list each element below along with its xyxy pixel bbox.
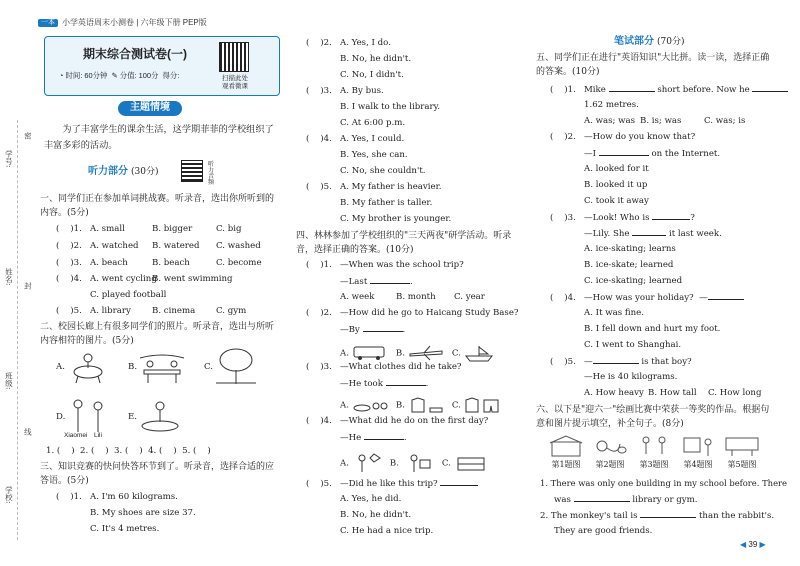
- q6-caption-5: 第5题图: [727, 460, 757, 469]
- writing-heading: [614, 36, 684, 49]
- q4-item-5-b: B. No, he didn't.: [340, 510, 412, 520]
- q6-s2a: 2. The monkey's tail is than the rabbit's.: [540, 511, 775, 521]
- page-number-nav: [740, 540, 766, 550]
- listening-score: (30分): [131, 166, 159, 177]
- q4-item-4: ( )4. —What did he do on the first day?: [306, 416, 489, 426]
- q6-caption-3: 第3题图: [639, 460, 669, 469]
- q5-item-2: ( )2. —How do you know that?: [550, 132, 696, 142]
- side-label-class: 班级:: [4, 372, 14, 390]
- q2-label-a: A.: [56, 362, 65, 372]
- q6-caption-4: 第4题图: [683, 460, 713, 469]
- party-picture: [138, 350, 186, 384]
- q5-item-3-c: C. ice-skating; learned: [584, 276, 683, 286]
- q5-item-2-bb: B. looked it up: [584, 180, 648, 190]
- test-got: 得分:: [162, 71, 180, 80]
- q4-item-5-c: C. He had a nice trip.: [340, 526, 434, 536]
- q2-name-1: Xiaomei: [64, 432, 88, 439]
- qr-note-1: 扫描此处: [222, 75, 248, 82]
- pencil-icon: ✎: [111, 71, 118, 80]
- header-logo: 一本: [38, 19, 58, 28]
- q2-label-c: C.: [204, 362, 214, 372]
- q4-item-1: ( )1. —When was the school trip?: [306, 260, 464, 270]
- horse-riding-picture: [66, 352, 110, 384]
- triangle-left-icon: ◀: [740, 540, 747, 549]
- q4-item-1-opts: A. week B. month C. year: [340, 292, 485, 302]
- listening-heading: [88, 166, 158, 179]
- listening-title: 听力部分: [88, 166, 128, 177]
- clock-icon: ◔: [59, 71, 64, 80]
- q6-s2c: They are good friends.: [554, 526, 653, 536]
- q1-item-3: ( )3. A. beach B. beach C. become: [56, 258, 262, 268]
- listening-qr-text: 听力音频: [208, 162, 215, 186]
- shirt-shorts-icon: [464, 396, 500, 414]
- q5-item-1: ( )1. Mike short before. Now he: [550, 84, 788, 96]
- q3-item-1-c: C. It's 4 metres.: [90, 524, 160, 534]
- q2-name-2: Lili: [94, 432, 102, 439]
- q5-item-3: ( )3. —Look! Who is ?: [550, 213, 695, 223]
- drawing-picture: [678, 434, 718, 458]
- q4-item-5-a: A. Yes, he did.: [340, 494, 402, 504]
- side-label-number: 学号:: [4, 150, 14, 168]
- writing-title: 笔试部分: [614, 36, 654, 47]
- page-number: 39: [748, 540, 758, 549]
- header-text: 小学英语周末小测卷 | 六年级下册 PEP版: [62, 18, 207, 27]
- q2-label-e: E.: [128, 412, 138, 422]
- q1-item-2: ( )2. A. watched B. watered C. washed: [56, 241, 261, 251]
- q3-item-1: ( )1. A. I'm 60 kilograms.: [56, 492, 178, 502]
- q6-pictures: [546, 434, 762, 458]
- q1-item-5: ( )5. A. library B. cinema C. gym: [56, 306, 247, 316]
- q5-item-3-bb: B. ice-skate; learned: [584, 260, 674, 270]
- ship-icon: [464, 344, 494, 362]
- test-title: 期末综合测试卷(一): [83, 47, 187, 61]
- side-mark-1: 密: [23, 132, 33, 140]
- q5-item-5-opts: A. How heavy B. How tall C. How long: [584, 388, 762, 398]
- test-time: 时间: 60分钟: [65, 71, 108, 80]
- q2-label-d: D.: [56, 412, 66, 422]
- q5-item-1-b: 1.62 metres.: [584, 100, 639, 110]
- q5-item-2-a: A. looked for it: [584, 164, 649, 174]
- kids-playing-picture: [634, 434, 674, 458]
- q4-item-3: ( )3. —What clothes did he take?: [306, 362, 462, 372]
- q5-item-1-opts: A. was; was B. is; was C. was; is: [584, 116, 746, 126]
- q5-title: 五、同学们正在进行"英语知识"大比拼。读一读，选择正确的答案。(10分): [536, 53, 770, 77]
- q2-label-b: B.: [128, 362, 138, 372]
- q4-item-3-opts: A. B. C.: [340, 396, 500, 414]
- monkey-rabbit-picture: [590, 434, 630, 458]
- q5-item-4-b: B. I fell down and hurt my foot.: [584, 324, 721, 334]
- q1-item-4-c: C. played football: [90, 290, 167, 300]
- q6-caption-2: 第2题图: [595, 460, 625, 469]
- q4-item-1-ans: —Last .: [340, 277, 413, 287]
- q3-title: 三、知识竞赛的快问快答环节到了。听录音，选择合适的应答语。(5分): [40, 462, 275, 486]
- q5-item-3-b: —Lily. She it last week.: [584, 229, 722, 239]
- q6-captions: [546, 460, 762, 470]
- side-label-school: 学校:: [4, 486, 14, 504]
- test-meta: [59, 71, 179, 80]
- shirt-shoes-icon: [408, 396, 444, 414]
- test-score: 分值: 100分: [119, 71, 159, 80]
- q4-item-2-opts: A. B. C.: [340, 344, 494, 362]
- q5-item-3-a: A. ice-skating; learns: [584, 244, 676, 254]
- q1-title: 一、同学们正在参加单词挑战赛。听录音，选出你所听到的内容。(5分): [40, 194, 275, 218]
- q4-item-4-opts: A. B. C.: [340, 452, 488, 474]
- q5-item-2-b: —I on the Internet.: [584, 149, 721, 159]
- reading-icon: [402, 452, 434, 474]
- binding-dashed-line: [17, 120, 18, 540]
- q6-caption-1: 第1题图: [551, 460, 581, 469]
- qr-code-icon[interactable]: [219, 42, 249, 72]
- q6-s1b: was library or gym.: [554, 495, 698, 505]
- side-mark-2: 封: [23, 282, 33, 290]
- q3-item-1-b: B. My shoes are size 37.: [90, 508, 196, 518]
- qr-note-2: 观看微课: [222, 82, 248, 90]
- q5-item-5-b: —He is 40 kilograms.: [584, 372, 678, 382]
- q4-title: 四、林林参加了学校组织的"三天两夜"研学活动。听录音，选择正确的答案。(10分): [296, 231, 512, 255]
- school-building-picture: [546, 434, 586, 458]
- q4-item-2: ( )2. —How did he go to Haicang Study Base?: [306, 308, 519, 318]
- q4-item-3-ans: —He took .: [340, 379, 429, 389]
- bus-icon: [352, 345, 388, 361]
- q6-title: 六、以下是"迎六一"绘画比赛中荣获一等奖的作品。根据句意和图片提示填空，补全句子。(8分): [536, 405, 770, 429]
- triangle-right-icon: ▶: [759, 540, 766, 549]
- piano-icon: [454, 452, 488, 474]
- q6-s1a: 1. There was only one building in my school before. There: [540, 478, 787, 488]
- q4-item-2-ans: —By .: [340, 325, 406, 335]
- kite-flying-icon: [352, 452, 382, 474]
- classroom-picture: [722, 434, 762, 458]
- q5-item-5: ( )5. — is that boy?: [550, 357, 692, 367]
- hat-glasses-icon: [352, 396, 388, 414]
- q4-item-4-ans: —He .: [340, 433, 407, 443]
- listening-qr-icon[interactable]: [181, 160, 203, 182]
- washing-picture: [138, 400, 184, 434]
- q5-item-4: ( )4. —How was your holiday? —: [550, 292, 744, 304]
- plane-icon: [408, 345, 444, 361]
- q2-answers: 1. ( ) 2. ( ) 3. ( ) 4. ( ) 5. ( ): [46, 446, 211, 456]
- qr-note: [215, 75, 255, 91]
- side-mark-3: 线: [23, 428, 33, 436]
- q4-item-5: ( )5. —Did he like this trip?: [306, 478, 478, 490]
- theme-intro: 为了丰富学生的课余生活，这学期菲菲的学校组织了丰富多彩的活动。: [44, 124, 274, 151]
- q5-item-4-c: C. I went to Shanghai.: [584, 340, 682, 350]
- q2-title: 二、校园长廊上有很多同学们的照片。听录音，选出与所听内容相符的图片。(5分): [40, 322, 275, 346]
- q1-item-4: ( )4. A. went cyclingB. went swimming: [56, 274, 233, 284]
- writing-score: (70分): [657, 36, 685, 47]
- two-girls-picture: [66, 398, 110, 434]
- side-label-name: 姓名:: [4, 268, 14, 286]
- page-header: [38, 18, 207, 28]
- theme-badge: 主题情境: [118, 101, 182, 116]
- q5-item-2-c: C. took it away: [584, 196, 649, 206]
- tree-picture: [214, 348, 258, 384]
- q1-item-1: ( )1. A. small B. bigger C. big: [56, 224, 242, 234]
- test-card: [44, 36, 280, 96]
- q5-item-4-a: A. It was fine.: [584, 308, 644, 318]
